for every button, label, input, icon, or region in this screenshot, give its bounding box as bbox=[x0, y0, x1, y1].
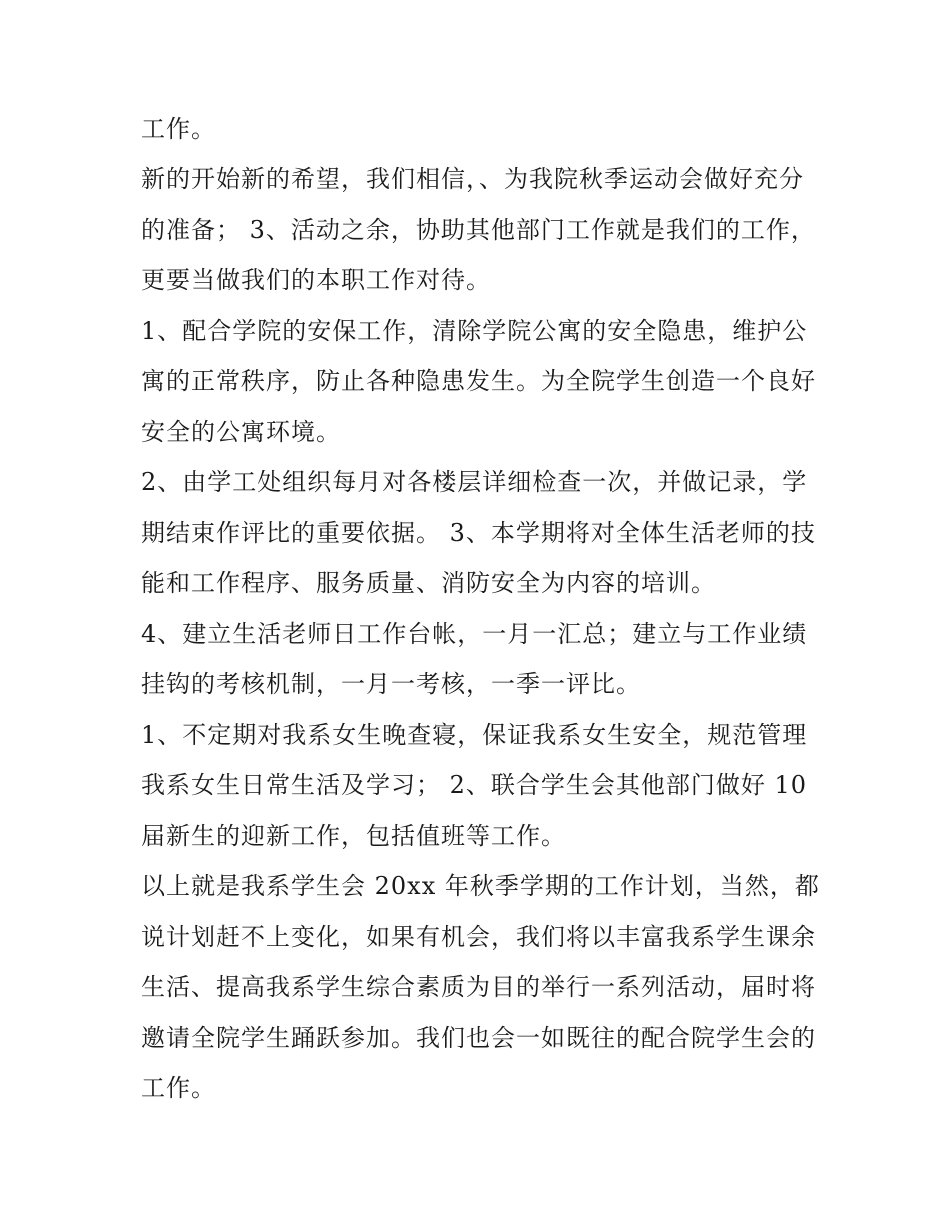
text-line: 1、配合学院的安保工作，清除学院公寓的安全隐患，维护公 bbox=[141, 317, 808, 345]
text-line: 能和工作程序、服务质量、消防安全为内容的培训。 bbox=[141, 569, 716, 597]
text-line: 的准备； 3、活动之余，协助其他部门工作就是我们的工作， bbox=[141, 216, 816, 244]
text-line: 工作。 bbox=[141, 1074, 216, 1102]
text-line: 新的开始新的希望，我们相信，、为我院秋季运动会做好充分 bbox=[141, 165, 804, 193]
text-line: 说计划赶不上变化，如果有机会，我们将以丰富我系学生课余 bbox=[141, 923, 816, 951]
text-line: 生活、提高我系学生综合素质为目的举行一系列活动，届时将 bbox=[141, 973, 816, 1001]
text-line: 安全的公寓环境。 bbox=[141, 418, 341, 446]
text-line: 4、建立生活老师日工作台帐，一月一汇总；建立与工作业绩 bbox=[141, 620, 808, 648]
text-line: 邀请全院学生踊跃参加。我们也会一如既往的配合院学生会的 bbox=[141, 1024, 816, 1052]
text-line: 挂钩的考核机制，一月一考核，一季一评比。 bbox=[141, 670, 641, 698]
text-line: 届新生的迎新工作，包括值班等工作。 bbox=[141, 822, 566, 850]
text-line: 我系女生日常生活及学习； 2、联合学生会其他部门做好 10 bbox=[141, 771, 808, 799]
text-line: 以上就是我系学生会 20xx 年秋季学期的工作计划，当然，都 bbox=[141, 872, 820, 900]
text-line: 1、不定期对我系女生晚查寝，保证我系女生安全，规范管理 bbox=[141, 721, 808, 749]
text-line: 工作。 bbox=[141, 115, 216, 143]
text-line: 期结束作评比的重要依据。 3、本学期将对全体生活老师的技 bbox=[141, 519, 816, 547]
text-line: 更要当做我们的本职工作对待。 bbox=[141, 266, 491, 294]
text-line: 2、由学工处组织每月对各楼层详细检查一次，并做记录，学 bbox=[141, 468, 808, 496]
text-line: 寓的正常秩序，防止各种隐患发生。为全院学生创造一个良好 bbox=[141, 367, 816, 395]
